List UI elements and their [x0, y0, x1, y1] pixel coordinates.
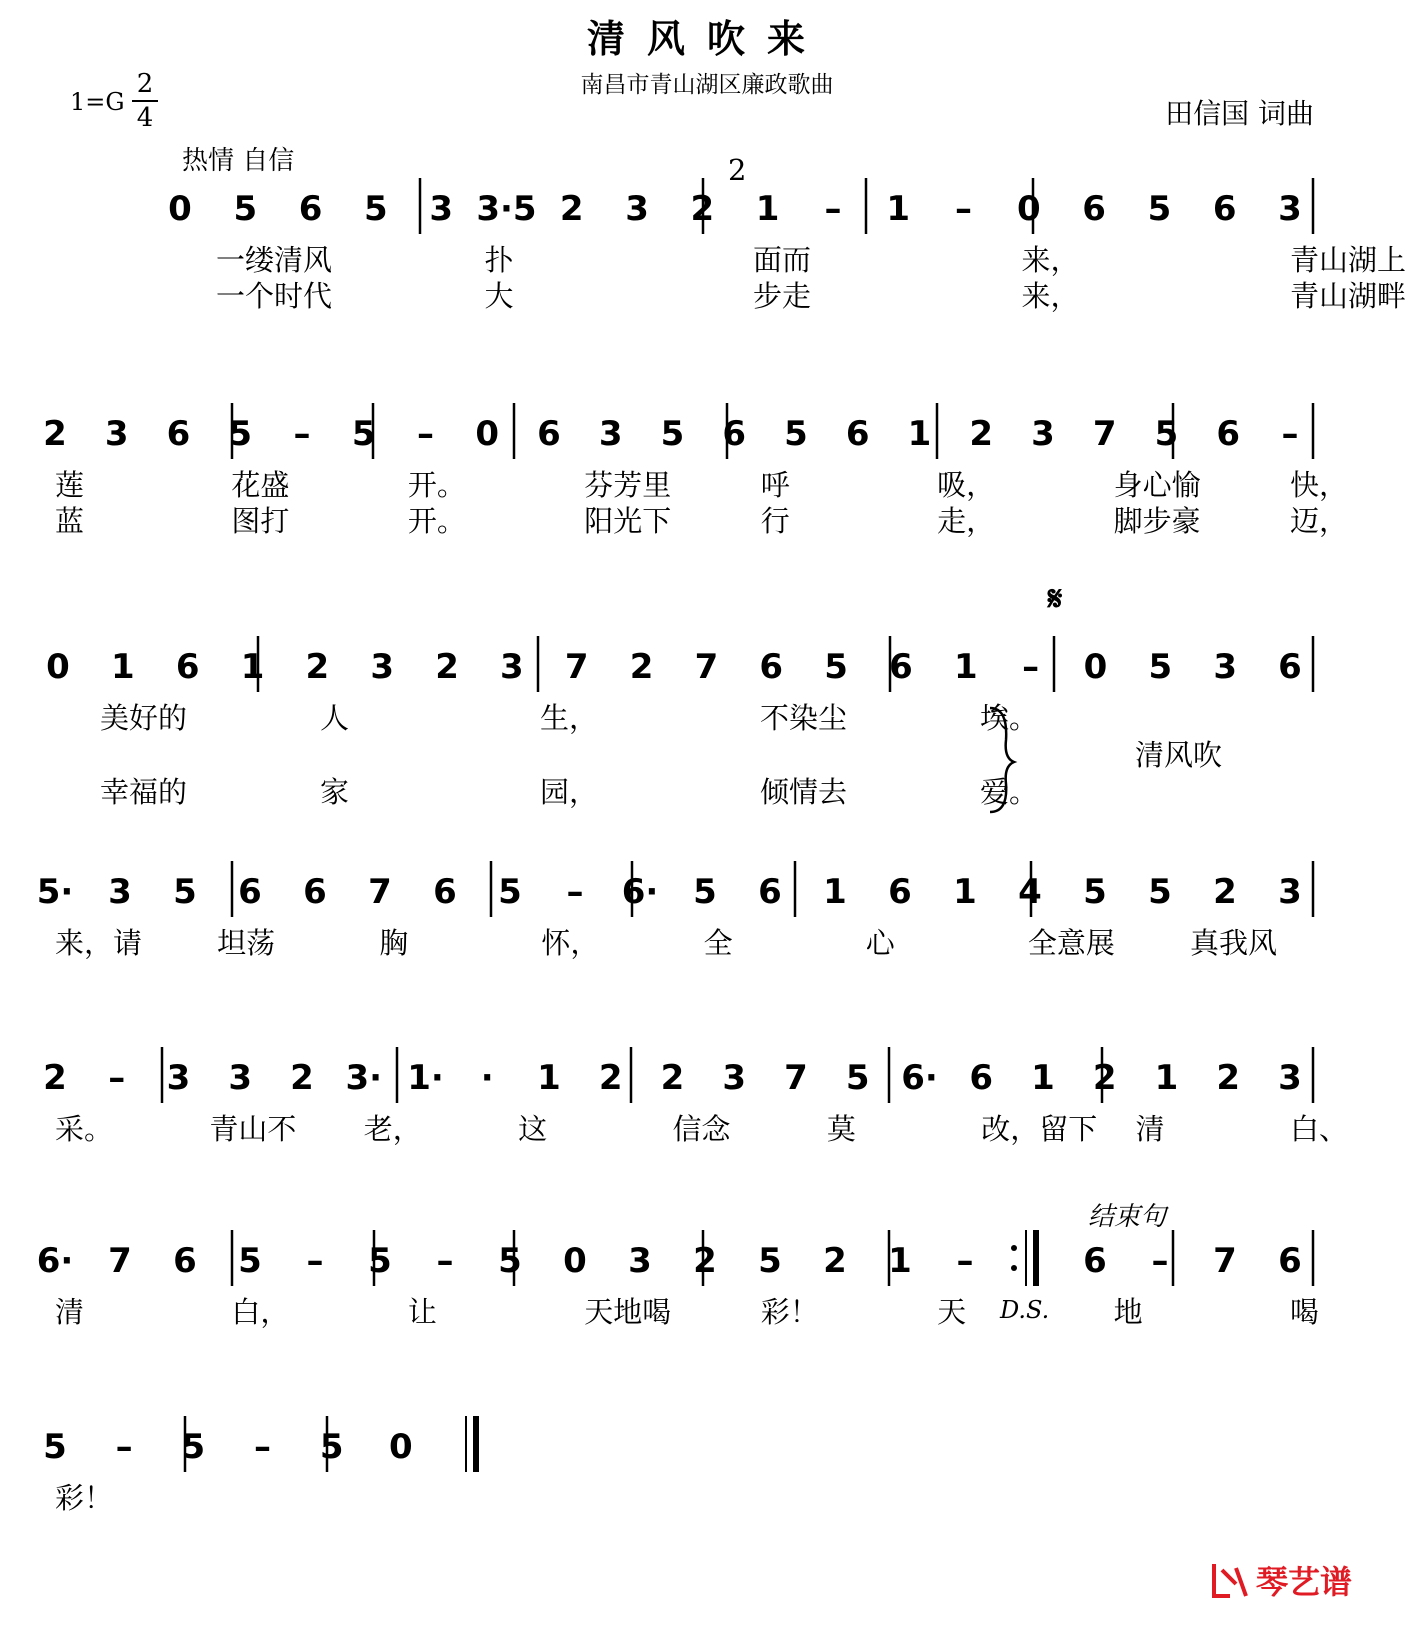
note: 1 — [537, 1058, 561, 1098]
note: 2 — [660, 1058, 685, 1098]
note: 6 — [166, 414, 191, 454]
note: 5 — [173, 872, 197, 912]
note: 6 — [845, 414, 870, 454]
note: 3 — [628, 1241, 652, 1281]
note: 5 — [824, 647, 848, 687]
note: 2 — [305, 647, 330, 687]
note: 5 — [1147, 189, 1172, 229]
note: 5 — [845, 1058, 870, 1098]
lyric-verse-1: 坦荡 — [217, 926, 276, 960]
lyric-verse-1: 吸， — [937, 468, 996, 502]
ds-marking: D.S. — [1000, 1296, 1050, 1324]
note: – — [566, 872, 584, 912]
lyric-verse-1: 全意展 — [1027, 926, 1115, 960]
note: 3 — [370, 647, 395, 687]
lyric-verse-1: 采。 — [55, 1112, 114, 1146]
lyric-verse-2: 步走 — [753, 279, 812, 313]
lyric-verse-1: 改，留下 — [981, 1112, 1098, 1146]
lyric-verse-1: 白， — [231, 1295, 290, 1329]
note: 5 — [693, 872, 717, 912]
note: 7 — [564, 647, 589, 687]
lyric-verse-1: 真我风 — [1190, 926, 1278, 960]
lyric-verse-2: 来， — [1021, 279, 1080, 313]
note: – — [115, 1427, 133, 1467]
note: 6 — [175, 647, 200, 687]
note: 1 — [111, 647, 135, 687]
note: 7 — [108, 1241, 132, 1281]
lyric-verse-2: 大 — [484, 279, 514, 313]
lyric-verse-1: 心 — [865, 926, 895, 960]
lyric-verse-2: 家 — [320, 775, 350, 809]
note: 3 — [1278, 872, 1302, 912]
note: 3 — [1278, 1058, 1302, 1098]
note: – — [1151, 1241, 1169, 1281]
lyric-verse-2: 幸福的 — [100, 775, 188, 809]
lyric-verse-2: 青山湖畔 — [1290, 279, 1407, 313]
note: 1 — [953, 647, 978, 687]
note: 2 — [43, 1058, 67, 1098]
lyric-verse-1: 彩！ — [760, 1295, 819, 1329]
note: 3 — [500, 647, 524, 687]
note: 2 — [969, 414, 994, 454]
lyric-verse-1: 白、 — [1290, 1112, 1349, 1146]
note: 6· — [901, 1058, 938, 1098]
note: 5 — [233, 189, 258, 229]
lyric-verse-1: 让 — [407, 1295, 437, 1329]
note: 6 — [238, 872, 262, 912]
note: 6 — [1216, 414, 1241, 454]
note: 3·5 — [476, 189, 537, 229]
note: 0 — [475, 414, 500, 454]
lyric-verse-1: 不染尘 — [760, 701, 848, 735]
note: 0 — [388, 1427, 413, 1467]
note: 5 — [758, 1241, 782, 1281]
note: 2 — [693, 1241, 717, 1281]
lyric-verse-1: 老， — [363, 1112, 422, 1146]
song-title: 清风吹来 — [586, 16, 827, 61]
note: 5 — [660, 414, 685, 454]
lyric-verse-2: 蓝 — [55, 504, 85, 538]
note: 5 — [1148, 647, 1173, 687]
segno-sign: 𝄋 — [1047, 579, 1063, 619]
note: 6 — [722, 414, 747, 454]
note: 2 — [1092, 1058, 1117, 1098]
note: 5 — [238, 1241, 262, 1281]
note: 5 — [784, 414, 808, 454]
lyric-verse-1: 这 — [518, 1112, 548, 1146]
note: 6 — [173, 1241, 197, 1281]
note: 1 — [1031, 1058, 1055, 1098]
note: 5 — [1154, 414, 1179, 454]
lyric-verse-2: 走， — [937, 504, 996, 538]
note: 1 — [755, 189, 780, 229]
note: 3 — [108, 872, 132, 912]
note: 6 — [1278, 1241, 1302, 1281]
note: 6 — [888, 872, 912, 912]
lyric-verse-1: 青山湖上 — [1290, 243, 1407, 277]
key-signature: 1=G — [70, 88, 125, 116]
note: – — [824, 189, 842, 229]
note: 7 — [368, 872, 392, 912]
note: 3 — [429, 189, 454, 229]
song-subtitle: 南昌市青山湖区廉政歌曲 — [580, 72, 834, 98]
note: 6 — [1212, 189, 1237, 229]
note: 5 — [228, 414, 253, 454]
note: 6 — [889, 647, 913, 687]
note: – — [306, 1241, 324, 1281]
note: 5 — [498, 872, 522, 912]
note: 3 — [1031, 414, 1055, 454]
note: · — [480, 1058, 494, 1098]
lyric-verse-2: 倾情去 — [760, 775, 848, 809]
note: 4 — [1018, 872, 1042, 912]
note: 6 — [537, 414, 561, 454]
lyric-verse-1: 来，请 — [55, 926, 143, 960]
lyric-verse-1: 莲 — [55, 468, 85, 502]
lyric-verse-2: 园， — [540, 775, 599, 809]
lyric-verse-1: 芬芳里 — [584, 468, 672, 502]
note: 3 — [228, 1058, 253, 1098]
note: 2 — [823, 1241, 847, 1281]
note: – — [293, 414, 311, 454]
note: 5 — [319, 1427, 344, 1467]
watermark-text: 琴艺谱 — [1255, 1563, 1352, 1601]
note: 3 — [1278, 189, 1302, 229]
note: 3 — [598, 414, 623, 454]
lyric-verse-1: 美好的 — [100, 701, 188, 735]
note: 1 — [907, 414, 932, 454]
note: 0 — [563, 1241, 587, 1281]
note: – — [955, 189, 973, 229]
note: – — [436, 1241, 454, 1281]
note: 7 — [694, 647, 719, 687]
note: 7 — [784, 1058, 808, 1098]
lyric-verse-1: 生， — [540, 701, 599, 735]
note: 1 — [823, 872, 847, 912]
note: 7 — [1213, 1241, 1237, 1281]
note: 1· — [407, 1058, 444, 1098]
note: – — [108, 1058, 126, 1098]
note: 5 — [368, 1241, 392, 1281]
note: 2 — [559, 189, 584, 229]
lyric-verse-2: 一个时代 — [216, 279, 333, 313]
lyric-verse-1: 地 — [1113, 1295, 1143, 1329]
lyric-verse-2: 行 — [760, 504, 790, 538]
lyric-verse-1: 青山不 — [209, 1112, 297, 1146]
note: 5· — [36, 872, 74, 912]
tempo-marking: 热情 自信 — [182, 146, 295, 176]
lyric-verse-2: 迈， — [1290, 504, 1349, 538]
note: 2 — [598, 1058, 623, 1098]
lyric-verse-1: 身心愉 — [1113, 468, 1201, 502]
note: 6 — [298, 189, 323, 229]
repeat-dot — [1011, 1265, 1017, 1271]
note: 5 — [498, 1241, 522, 1281]
lyric-verse-1: 一缕清风 — [216, 243, 333, 277]
lyric-verse-1: 扑 — [484, 243, 514, 277]
lyric-verse-1: 彩！ — [55, 1481, 114, 1515]
lyric-verse-1: 莫 — [826, 1112, 856, 1146]
lyric-verse-1: 天地喝 — [584, 1295, 672, 1329]
lyric-verse-1: 人 — [320, 701, 350, 735]
note: 6 — [1083, 1241, 1107, 1281]
lyric-verse-1: 清 — [1135, 1112, 1165, 1146]
note: 6 — [1082, 189, 1106, 229]
note: 2 — [435, 647, 459, 687]
note: 6 — [969, 1058, 994, 1098]
note: 5 — [1083, 872, 1107, 912]
note: – — [1022, 647, 1040, 687]
time-signature-numerator: 2 — [136, 69, 154, 99]
lyric-verse-1: 怀， — [541, 926, 600, 960]
lyric-verse-1: 全 — [703, 926, 733, 960]
lyric-verse-1: 埃。 — [980, 701, 1039, 735]
note: 1 — [240, 647, 265, 687]
note: 1 — [886, 189, 911, 229]
note: 5 — [351, 414, 376, 454]
lyric-verse-1: 快， — [1290, 468, 1349, 502]
note: 3 — [625, 189, 649, 229]
note: 0 — [168, 189, 192, 229]
repeat-dot — [1011, 1245, 1017, 1251]
lyric-joined: 清风吹 — [1135, 738, 1223, 772]
lyric-verse-1: 花盛 — [231, 468, 290, 502]
note: – — [1281, 414, 1299, 454]
note: 6· — [621, 872, 659, 912]
note: 0 — [1083, 647, 1108, 687]
note: 1 — [953, 872, 977, 912]
note: 3· — [345, 1058, 383, 1098]
lyric-verse-1: 天 — [937, 1295, 967, 1329]
note: 6 — [303, 872, 327, 912]
note: – — [417, 414, 434, 454]
lyric-verse-2: 阳光下 — [584, 504, 672, 538]
note: 6 — [758, 872, 782, 912]
note: 6 — [1278, 647, 1302, 687]
lyric-verse-1: 喝 — [1290, 1295, 1320, 1329]
note: – — [254, 1427, 271, 1467]
note: 3 — [104, 414, 129, 454]
note: – — [956, 1241, 974, 1281]
lyric-verse-1: 来， — [1021, 243, 1080, 277]
note: 2 — [43, 414, 67, 454]
lyric-verse-2: 脚步豪 — [1113, 504, 1201, 538]
note: 6· — [36, 1241, 74, 1281]
note: 5 — [1148, 872, 1172, 912]
note: 1 — [1154, 1058, 1179, 1098]
lyric-verse-2: 图打 — [231, 504, 290, 538]
note: 7 — [1092, 414, 1117, 454]
note: 0 — [46, 647, 70, 687]
author-credit: 田信国 词曲 — [1165, 97, 1314, 130]
lyric-verse-1: 面而 — [753, 243, 812, 277]
note: 0 — [1016, 189, 1041, 229]
grace-note: 2 — [728, 153, 747, 187]
note: 2 — [290, 1058, 314, 1098]
note: 5 — [364, 189, 388, 229]
note: 3 — [722, 1058, 747, 1098]
note: 1 — [888, 1241, 912, 1281]
watermark-mark-icon — [1210, 1560, 1250, 1600]
note: 2 — [1213, 872, 1237, 912]
note: 5 — [43, 1427, 67, 1467]
note: 5 — [181, 1427, 206, 1467]
lyric-verse-2: 开。 — [407, 504, 466, 538]
note: 2 — [690, 189, 715, 229]
note: 2 — [1216, 1058, 1241, 1098]
lyric-verse-1: 呼 — [760, 468, 790, 502]
lyric-verse-2: 爱。 — [980, 775, 1039, 809]
note: 3 — [166, 1058, 191, 1098]
note: 3 — [1213, 647, 1237, 687]
watermark-logo — [1210, 1558, 1352, 1602]
ending-label: 结束句 — [1088, 1202, 1167, 1232]
note: 6 — [433, 872, 457, 912]
lyric-verse-1: 开。 — [407, 468, 466, 502]
lyric-verse-1: 胸 — [379, 926, 409, 960]
note: 6 — [759, 647, 784, 687]
note: 2 — [629, 647, 654, 687]
time-signature-denominator: 4 — [136, 103, 154, 133]
lyric-verse-1: 信念 — [672, 1112, 731, 1146]
lyric-verse-1: 清 — [55, 1295, 85, 1329]
